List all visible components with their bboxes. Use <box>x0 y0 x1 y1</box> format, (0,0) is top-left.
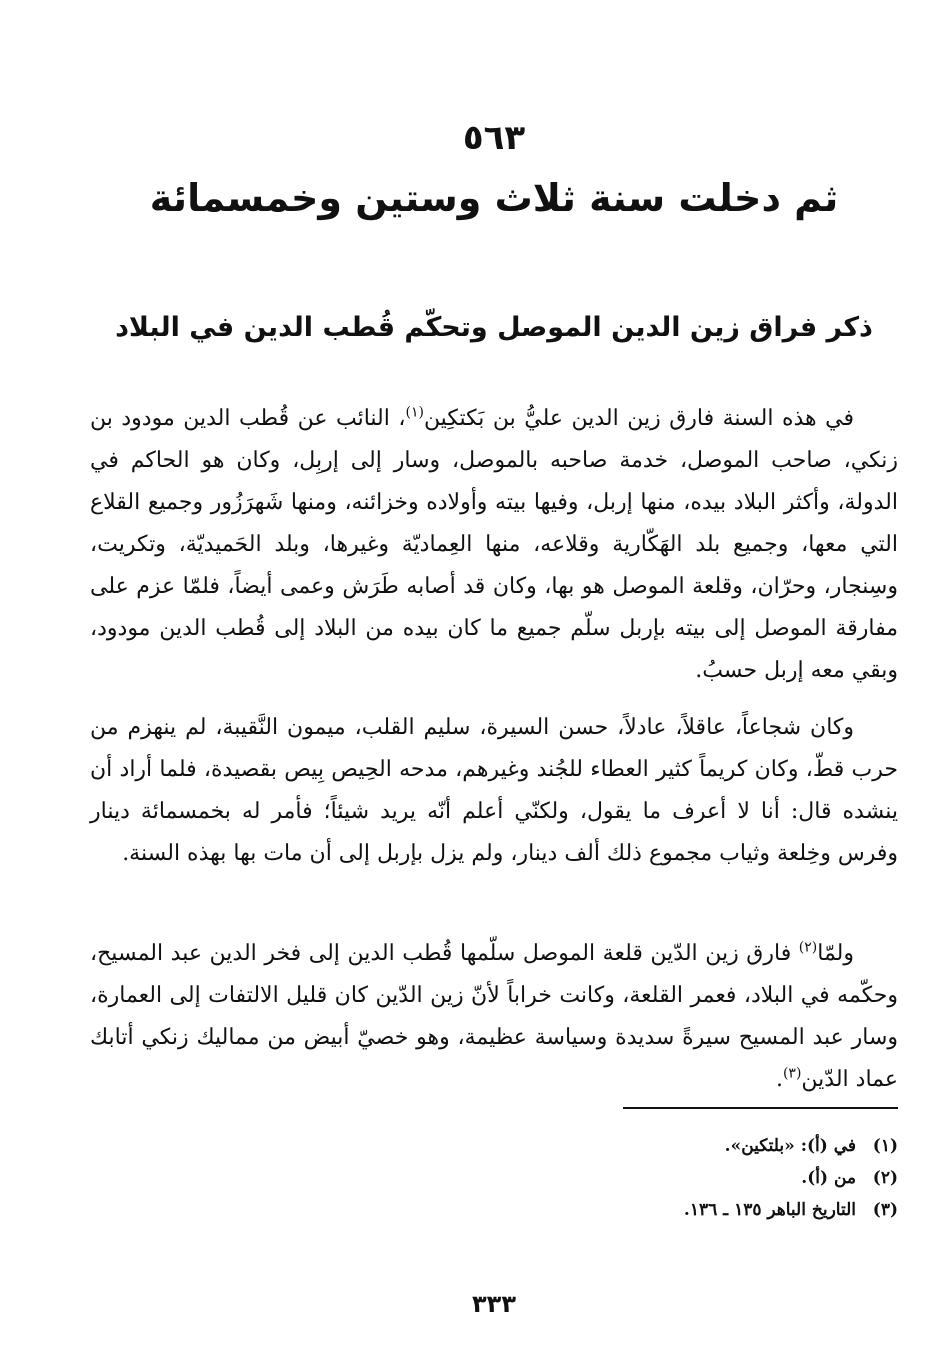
book-page <box>90 0 898 1371</box>
paragraph-3 <box>90 933 898 1101</box>
year-number: ٥٦٣ <box>462 118 526 158</box>
section-heading: ذكر فراق زين الدين الموصل وتحكّم قُطب الدين في البلاد <box>115 312 873 343</box>
page-title: ثم دخلت سنة ثلاث وستين وخمسمائة <box>149 176 839 220</box>
footnote-3 <box>90 1194 898 1226</box>
paragraph-1-text-end: ، النائب عن قُطب الدين مودود بن زنكي، صاحب الموصل، خدمة صاحبه بالموصل، وسار إلى إربِل، وكان هو الحاكم في الدولة، وأكثر البلاد بيده، منها إربل، وفيها بيته وأولاده وخزائنه، ومنها شَهرَزُور وجميع القلاع التي معها، وجميع بلد الهَكّارية وقلاعه، منها العِماديّة وغيرها، وبلد الحَميديّة، وتكريت، وسِنجار، وحرّان، وقلعة الموصل هو بها، وكان قد أصابه طَرَش وعمى أيضاً، فلمّا عزم على مفارقة الموصل إلى بيته بإربل سلّم جميع ما كان بيده من البلاد إلى قُطب الدين مودود، وبقي معه إربل حسبُ. <box>90 406 898 683</box>
paragraph-3-text-end: . <box>775 1067 783 1092</box>
footnote-ref-2: (٢) <box>798 939 818 956</box>
footnotes <box>90 1130 898 1226</box>
footnote-3-number: (٣) <box>872 1200 898 1220</box>
footnote-3-text: التاريخ الباهر ١٣٥ ـ ١٣٦. <box>683 1200 856 1220</box>
footnote-2 <box>90 1162 898 1194</box>
footnote-ref-1: (١) <box>405 404 424 421</box>
paragraph-1 <box>90 398 898 692</box>
footnote-1 <box>90 1130 898 1162</box>
footnote-1-number: (١) <box>872 1136 898 1156</box>
paragraph-3-text-middle: فارق زين الدّين قلعة الموصل سلّمها قُطب الدين إلى فخر الدين عبد المسيح، وحكّمه في البلاد، فعمر القلعة، وكانت خراباً لأنّ زين الدّين كان قليل الالتفات إلى العمارة، وسار عبد المسيح سيرةً سديدة وسياسة عظيمة، وهو خصيّ أبيض من مماليك زنكي أتابك عماد الدّين <box>90 941 898 1092</box>
footnote-2-text: من (أ). <box>801 1168 856 1188</box>
footnote-divider <box>623 1107 898 1109</box>
paragraph-1-text-start: في هذه السنة فارق زين الدين عليُّ بن بَكتكِين <box>423 406 855 431</box>
footnote-ref-3: (٣) <box>782 1065 802 1082</box>
page-number: ٣٣٣ <box>472 1290 516 1318</box>
paragraph-2: وكان شجاعاً، عاقلاً، عادلاً، حسن السيرة، سليم القلب، ميمون النَّقيبة، لم ينهزم من حرب قطّ، وكان كريماً كثير العطاء للجُند وغيرهم، مدحه الحِيص بِيص بقصيدة، فلما أراد أن ينشده قال: أنا لا أعرف ما يقول، ولكنّي أعلم أنّه يريد شيئاً؛ فأمر له بخمسمائة دينار وفرس وخِلعة وثياب مجموع ذلك ألف دينار، ولم يزل بإربل إلى أن مات بها بهذه السنة. <box>90 715 898 866</box>
paragraph-3-text-start: ولمّا <box>817 941 854 966</box>
footnote-2-number: (٢) <box>872 1168 898 1188</box>
footnote-1-text: في (أ): «بلتكين». <box>724 1136 856 1156</box>
